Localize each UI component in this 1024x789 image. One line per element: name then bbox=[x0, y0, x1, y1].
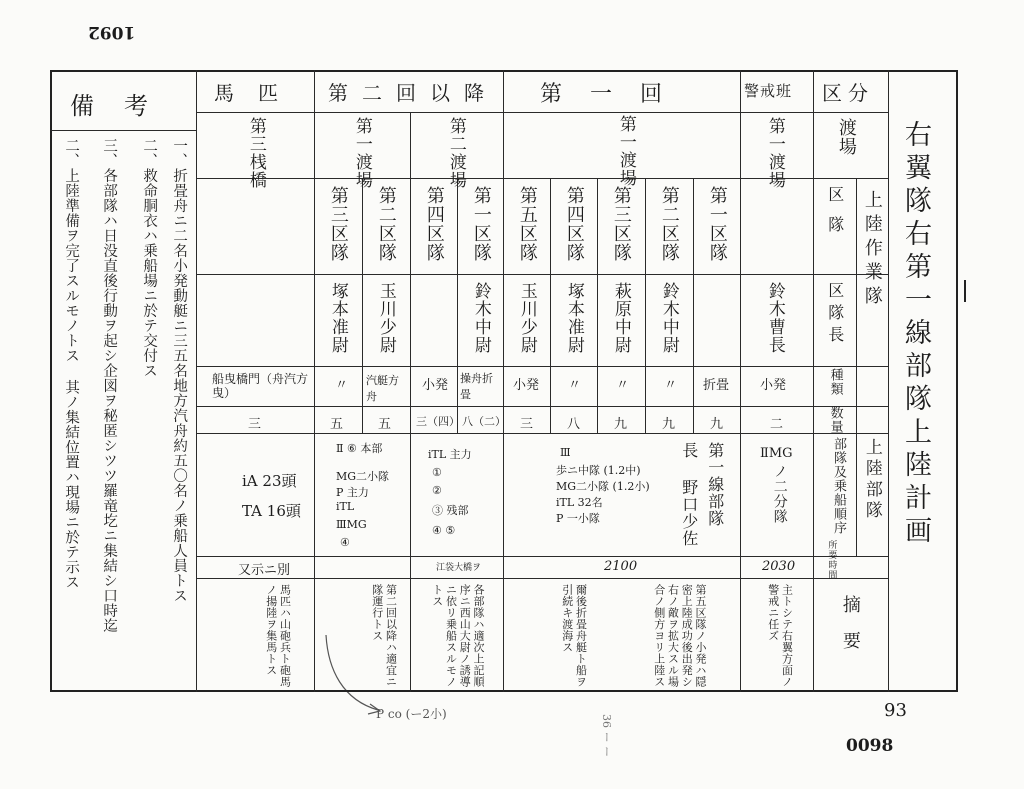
remark-3: 三、各部隊ハ日没直後行動ヲ起シ企図ヲ秘匿シツツ羅竜圪ニ集結シ口時迄 bbox=[101, 138, 118, 633]
header-first-period: 第一回 bbox=[540, 82, 691, 107]
margin-mark bbox=[964, 280, 966, 302]
force-2b-5: ④ ⑤ bbox=[432, 524, 456, 537]
boat-type-guard: 小発 bbox=[760, 378, 787, 393]
unit-2a-2: 第二区隊 bbox=[375, 186, 397, 262]
force-2b-2: ① bbox=[432, 466, 442, 479]
force-2a-6: ④ bbox=[340, 536, 350, 549]
unit-2a-1: 第三区隊 bbox=[327, 186, 349, 262]
label-summary: 摘要 bbox=[839, 595, 861, 667]
crossing-first: 第一渡場 bbox=[615, 115, 636, 187]
leader-2b-2: 鈴木中尉 bbox=[470, 282, 491, 354]
count-2b-1: 三（四） bbox=[416, 415, 460, 428]
count-1-1: 三 bbox=[520, 417, 534, 432]
remark-2: 二、救命胴衣ハ乗船場ニ於テ交付ス bbox=[141, 138, 158, 378]
remark-4: 二、上陸準備ヲ完了スルモノトス 其ノ集結位置ハ現場ニ於テ示ス bbox=[63, 138, 80, 590]
page-number: 93 bbox=[884, 700, 907, 721]
label-boat-count: 数量 bbox=[827, 406, 843, 434]
leader-2a-2: 玉川少尉 bbox=[375, 282, 396, 354]
count-2a-1: 五 bbox=[330, 417, 344, 432]
force-2b-4: ③ 残部 bbox=[432, 504, 469, 517]
count-2b-2: 八（二） bbox=[462, 415, 506, 428]
force-1-4: iTL 32名 bbox=[556, 496, 603, 509]
header-remarks: 備考 bbox=[70, 92, 178, 120]
force-1-leader-a: 第一線部隊 bbox=[705, 442, 725, 527]
boat-type-1-2: 〃 bbox=[568, 378, 582, 393]
time-guard: 2030 bbox=[762, 559, 796, 574]
crossing-guard: 第一渡場 bbox=[764, 117, 785, 189]
archive-number: 0098 bbox=[846, 736, 894, 756]
label-landing-group: 上陸作業隊 bbox=[861, 190, 883, 310]
boat-type-2a-2: 汽艇方舟 bbox=[366, 374, 399, 403]
boat-type-2b-1: 小発 bbox=[422, 378, 449, 393]
force-guard-1: ⅡMG bbox=[760, 446, 793, 461]
document-title: 右翼隊右第一線部隊上陸計画 bbox=[900, 120, 931, 549]
unit-1-3: 第三区隊 bbox=[610, 186, 632, 262]
summary-second-b: 各部隊ハ適次上記順序ニ西山大尉ノ誘導ニ依リ乗船スルモノトス bbox=[430, 584, 485, 688]
unit-1-1: 第五区隊 bbox=[516, 186, 538, 262]
header-guard-squad: 警戒班 bbox=[744, 82, 793, 100]
leader-1-3: 萩原中尉 bbox=[610, 282, 631, 354]
summary-first-a: 第五区隊ノ小発ハ隠密上陸成功後出発シ右ノ敵ヲ拡大スル場合ノ側方ヨリ上陸ス bbox=[652, 584, 707, 688]
force-1-2: 歩ニ中隊 (1.2中) bbox=[556, 464, 641, 477]
time-horse: 又示ニ別 bbox=[238, 563, 291, 578]
unit-2b-2: 第一区隊 bbox=[470, 186, 492, 262]
force-horse-2: TA 16頭 bbox=[242, 502, 301, 520]
crossing-second-b: 第二渡場 bbox=[445, 117, 466, 189]
header-second-period: 第二回以降 bbox=[328, 81, 498, 105]
crossing-second-a: 第一渡場 bbox=[351, 117, 372, 189]
leader-2a-1: 塚本准尉 bbox=[327, 282, 348, 354]
summary-horse: 馬匹ハ山砲兵ト砲馬ノ揚陸ヲ集馬トス bbox=[264, 584, 292, 688]
unit-1-2: 第四区隊 bbox=[563, 186, 585, 262]
label-crossing-site: 渡場 bbox=[835, 118, 857, 156]
force-2b-1: iTL 主力 bbox=[428, 448, 472, 461]
force-guard-2: ノ二分隊 bbox=[771, 464, 788, 524]
force-2b-note: 江袋大橋ヲ bbox=[436, 563, 482, 573]
count-horse: 三 bbox=[248, 417, 262, 432]
label-landing-force: 上陸部隊 bbox=[861, 438, 882, 522]
force-horse-1: iA 23頭 bbox=[242, 472, 297, 490]
label-boat-type: 種類 bbox=[827, 368, 843, 396]
count-1-3: 九 bbox=[614, 417, 628, 432]
header-horse: 馬匹 bbox=[214, 81, 302, 105]
leader-1-4: 鈴木中尉 bbox=[658, 282, 679, 354]
unit-1-4: 第二区隊 bbox=[658, 186, 680, 262]
horse-boat-type: 船曳橋門（舟汽方曳） bbox=[212, 372, 309, 401]
label-force-order: 部隊及乗船順序 bbox=[830, 437, 846, 535]
force-2b-3: ② bbox=[432, 484, 442, 497]
label-required-time: 所要時間 bbox=[826, 540, 837, 580]
summary-first-b: 爾後折畳舟艇ト船ヲ引続キ渡海ス bbox=[560, 584, 588, 688]
crossing-horse: 第三桟橋 bbox=[245, 117, 266, 189]
boat-type-1-1: 小発 bbox=[513, 378, 540, 393]
boat-type-1-5: 折畳 bbox=[703, 378, 730, 393]
count-1-5: 九 bbox=[710, 417, 724, 432]
label-unit: 区隊 bbox=[825, 186, 845, 246]
boat-type-2b-2: 操舟折畳 bbox=[460, 372, 493, 401]
force-2a-2: MG二小隊 bbox=[336, 470, 390, 483]
count-guard: 二 bbox=[770, 417, 784, 432]
unit-1-5: 第一区隊 bbox=[706, 186, 728, 262]
time-first: 2100 bbox=[604, 559, 638, 574]
label-unit-leader: 区隊長 bbox=[825, 282, 845, 348]
leader-1-1: 玉川少尉 bbox=[516, 282, 537, 354]
summary-second-a: 第二回以降ハ適宜ニ隊運行トス bbox=[370, 584, 398, 688]
count-1-2: 八 bbox=[567, 417, 581, 432]
force-1-3: MG二小隊 (1.2小) bbox=[556, 480, 650, 493]
unit-2b-1: 第四区隊 bbox=[423, 186, 445, 262]
summary-guard: 主トシテ右翼方面ノ警戒ニ任ズ bbox=[766, 584, 794, 688]
boat-type-2a-1: 〃 bbox=[335, 378, 349, 393]
force-2a-4: iTL bbox=[336, 500, 355, 513]
force-1-5: P 一小隊 bbox=[556, 512, 600, 525]
force-2a-1: Ⅱ ⑥ 本部 bbox=[336, 442, 383, 455]
force-1-leader-b: 長 野口少佐 bbox=[679, 442, 699, 547]
force-1-1: Ⅲ bbox=[560, 446, 571, 459]
header-division: 区分 bbox=[822, 81, 874, 105]
remark-1: 一、折畳舟ニ二名小発動艇ニ三五名地方汽舟約五〇名ノ乗船人員トス bbox=[171, 138, 188, 603]
boat-type-1-4: 〃 bbox=[664, 378, 678, 393]
top-stamp: 1092 bbox=[88, 22, 136, 42]
count-2a-2: 五 bbox=[378, 417, 392, 432]
count-1-4: 九 bbox=[662, 417, 676, 432]
pencil-note: P co (ー2小) bbox=[376, 707, 447, 721]
leader-1-2: 塚本准尉 bbox=[563, 282, 584, 354]
force-2a-5: ⅢMG bbox=[336, 518, 367, 531]
leader-guard: 鈴木曹長 bbox=[764, 282, 785, 354]
boat-type-1-3: 〃 bbox=[616, 378, 630, 393]
pencil-marks: 36 ー ー bbox=[600, 714, 613, 757]
force-2a-3: P 主力 bbox=[336, 486, 369, 499]
